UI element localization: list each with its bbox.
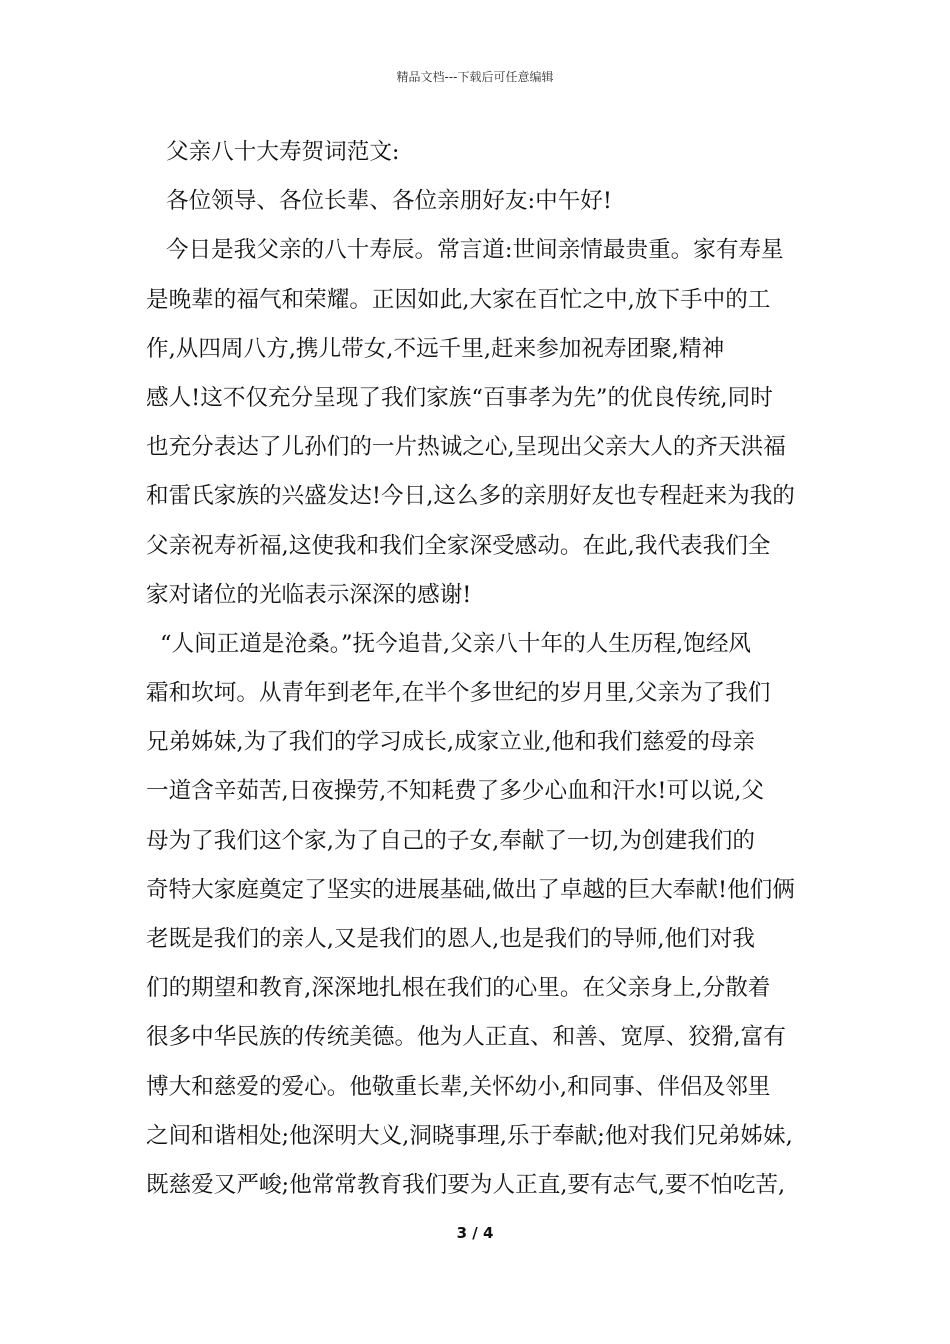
page-header: 精品文档---下载后可任意编辑 — [396, 70, 554, 84]
text-line: 之间和谐相处;他深明大义,洞晓事理,乐于奉献;他对我们兄弟姊妹, — [146, 1122, 793, 1149]
text-line: 很多中华民族的传统美德。他为人正直、和善、宽厚、狡猾,富有 — [146, 1024, 786, 1051]
text-line: 和雷氏家族的兴盛发达!今日,这么多的亲朋好友也专程赶来为我的 — [146, 483, 795, 510]
text-line: “人间正道是沧桑。”抚今追昔,父亲八十年的人生历程,饱经风 — [160, 630, 752, 657]
text-line: 是晚辈的福气和荣耀。正因如此,大家在百忙之中,放下手中的工 — [146, 286, 771, 313]
text-line: 各位领导、各位长辈、各位亲朋好友:中午好! — [166, 188, 612, 215]
text-line: 霜和坎坷。从青年到老年,在半个多世纪的岁月里,父亲为了我们 — [146, 680, 771, 707]
text-line: 老既是我们的亲人,又是我们的恩人,也是我们的导师,他们对我 — [146, 926, 755, 952]
text-line: 母为了我们这个家,为了自己的子女,奉献了一切,为创建我们的 — [146, 827, 755, 854]
text-line: 兄弟姊妹,为了我们的学习成长,成家立业,他和我们慈爱的母亲 — [146, 729, 755, 756]
text-line: 家对诸位的光临表示深深的感谢! — [146, 581, 472, 608]
text-line: 父亲八十大寿贺词范文: — [166, 139, 400, 165]
document-body — [146, 128, 826, 1210]
text-line: 作,从四周八方,携儿带女,不远千里,赶来参加祝寿团聚,精神 — [146, 335, 725, 362]
text-line: 父亲祝寿祈福,这使我和我们全家深受感动。在此,我代表我们全 — [146, 532, 771, 559]
text-line: 奇特大家庭奠定了坚实的进展基础,做出了卓越的巨大奉献!他们俩 — [146, 876, 795, 903]
text-line: 既慈爱又严峻;他常常教育我们要为人正直,要有志气,要不怕吃苦, — [146, 1171, 786, 1198]
text-line: 博大和慈爱的爱心。他敬重长辈,关怀幼小,和同事、伴侣及邻里 — [146, 1073, 771, 1100]
page-number: 3 / 4 — [456, 1224, 494, 1242]
text-line: 感人!这不仅充分呈现了我们家族“百事孝为先”的优良传统,同时 — [146, 384, 773, 411]
text-line: 也充分表达了儿孙们的一片热诚之心,呈现出父亲大人的齐天洪福 — [146, 434, 786, 461]
text-line: 一道含辛茹苦,日夜操劳,不知耗费了多少心血和汗水!可以说,父 — [146, 778, 765, 805]
text-line: 今日是我父亲的八十寿辰。常言道:世间亲情最贵重。家有寿星 — [166, 237, 784, 264]
text-line: 们的期望和教育,深深地扎根在我们的心里。在父亲身上,分散着 — [146, 975, 771, 1002]
